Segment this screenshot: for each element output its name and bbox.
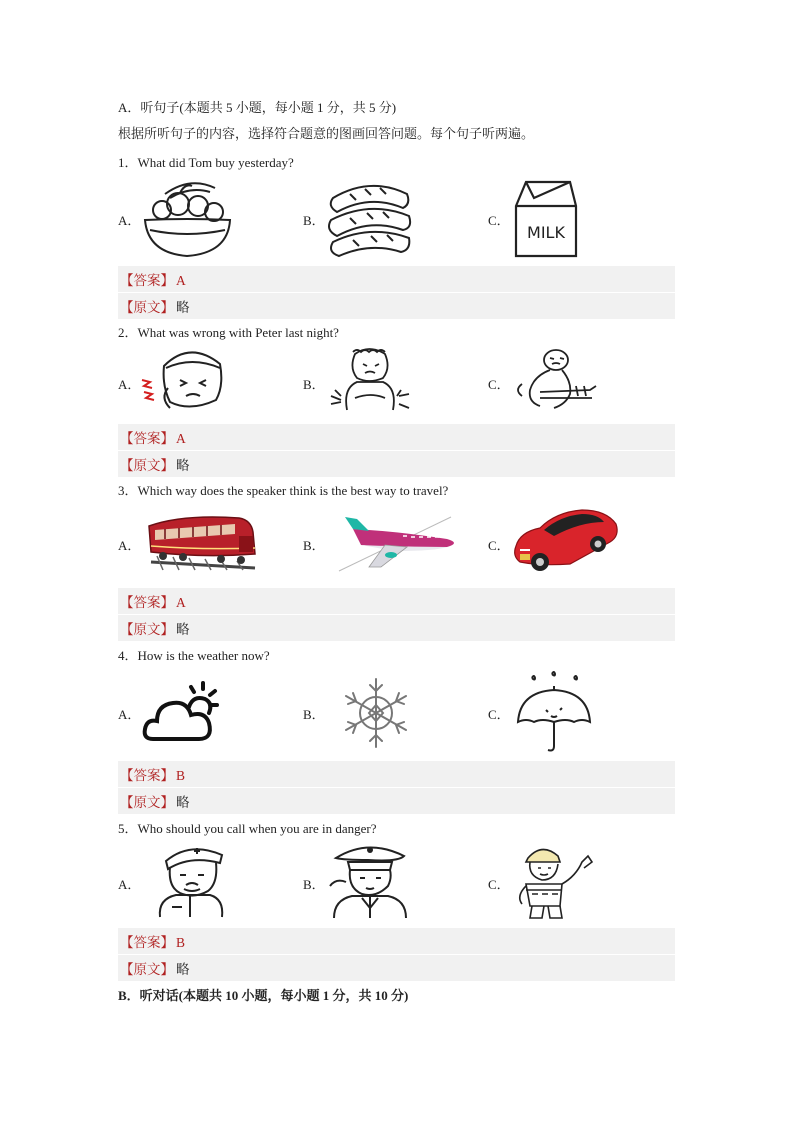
q5-text <box>120 958 190 978</box>
fruit-basket-icon <box>140 178 235 260</box>
q5-option-c-label: C． <box>488 877 510 892</box>
red-car-icon <box>510 506 620 578</box>
q2-text-value: 略 <box>176 458 190 473</box>
q3-text-value: 略 <box>176 622 190 637</box>
q5-answer <box>120 931 185 951</box>
q4-option-b-label: B． <box>303 707 325 722</box>
answer-tag: 【答案】 <box>120 768 174 783</box>
q4-text <box>120 791 190 811</box>
q2-option-a-label: A． <box>118 377 141 392</box>
q2-option-b-label: B． <box>303 377 325 392</box>
q5-option-b-label: B． <box>303 877 325 892</box>
question-3-prompt: 3．Which way does the speaker think is the best way to travel? <box>118 483 449 498</box>
train-icon <box>143 512 261 572</box>
q5-text-band <box>118 955 675 981</box>
q5-option-a-label: A． <box>118 877 141 892</box>
answer-tag: 【答案】 <box>120 431 174 446</box>
text-tag: 【原文】 <box>120 622 174 637</box>
q4-text-value: 略 <box>176 795 190 810</box>
police-officer-icon <box>328 840 408 920</box>
milk-carton-icon <box>512 178 580 260</box>
q4-answer-band <box>118 761 675 787</box>
text-tag: 【原文】 <box>120 300 174 315</box>
airplane-icon <box>335 515 465 573</box>
doctor-icon <box>150 843 230 919</box>
text-tag: 【原文】 <box>120 795 174 810</box>
q2-text <box>120 454 190 474</box>
worker-icon <box>512 840 596 920</box>
q2-answer <box>120 427 186 447</box>
q1-answer-band <box>118 266 675 292</box>
q5-text-value: 略 <box>176 962 190 977</box>
rainy-umbrella-icon <box>512 670 596 754</box>
q2-text-band <box>118 451 675 477</box>
toothache-boy-icon <box>140 346 230 410</box>
q3-text-band <box>118 615 675 641</box>
section-a-heading: A．听句子(本题共 5 小题，每小题 1 分，共 5 分) <box>118 100 397 115</box>
answer-tag: 【答案】 <box>120 273 174 288</box>
q3-option-c-label: C． <box>488 538 510 553</box>
q2-option-c-label: C． <box>488 377 510 392</box>
q1-text-value: 略 <box>176 300 190 315</box>
answer-tag: 【答案】 <box>120 595 174 610</box>
cloudy-sun-icon <box>143 677 219 745</box>
question-2-prompt: 2．What was wrong with Peter last night? <box>118 325 339 340</box>
q1-option-a-label: A． <box>118 213 141 228</box>
q1-text <box>120 296 190 316</box>
section-a-instruction: 根据所听句子的内容，选择符合题意的图画回答问题。每个句子听两遍。 <box>118 126 535 141</box>
q4-option-a-label: A． <box>118 707 141 722</box>
q1-answer <box>120 269 186 289</box>
q4-text-band <box>118 788 675 814</box>
q4-option-c-label: C． <box>488 707 510 722</box>
q3-answer-band <box>118 588 675 614</box>
answer-tag: 【答案】 <box>120 935 174 950</box>
q1-answer-value: A <box>176 273 186 288</box>
milk-label: MILK <box>527 223 565 242</box>
question-5-prompt: 5．Who should you call when you are in danger? <box>118 821 377 836</box>
q2-answer-value: A <box>176 431 186 446</box>
q4-answer-value: B <box>176 768 186 783</box>
text-tag: 【原文】 <box>120 962 174 977</box>
snowflake-icon <box>337 677 415 749</box>
q3-option-b-label: B． <box>303 538 325 553</box>
question-1-prompt: 1．What did Tom buy yesterday? <box>118 155 294 170</box>
q2-answer-band <box>118 424 675 450</box>
q3-option-a-label: A． <box>118 538 141 553</box>
q5-answer-band <box>118 928 675 954</box>
stomachache-figure-icon <box>510 346 602 412</box>
q1-option-c-label: C． <box>488 213 510 228</box>
question-4-prompt: 4．How is the weather now? <box>118 648 270 663</box>
q1-option-b-label: B． <box>303 213 325 228</box>
text-tag: 【原文】 <box>120 458 174 473</box>
q3-text <box>120 618 190 638</box>
q5-answer-value: B <box>176 935 186 950</box>
q3-answer-value: A <box>176 595 186 610</box>
shivering-person-icon <box>327 346 412 412</box>
q4-answer <box>120 764 185 784</box>
section-b-heading: B．听对话(本题共 10 小题，每小题 1 分，共 10 分) <box>118 988 409 1003</box>
bread-loaves-icon <box>325 180 415 258</box>
q1-text-band <box>118 293 675 319</box>
q3-answer <box>120 591 186 611</box>
